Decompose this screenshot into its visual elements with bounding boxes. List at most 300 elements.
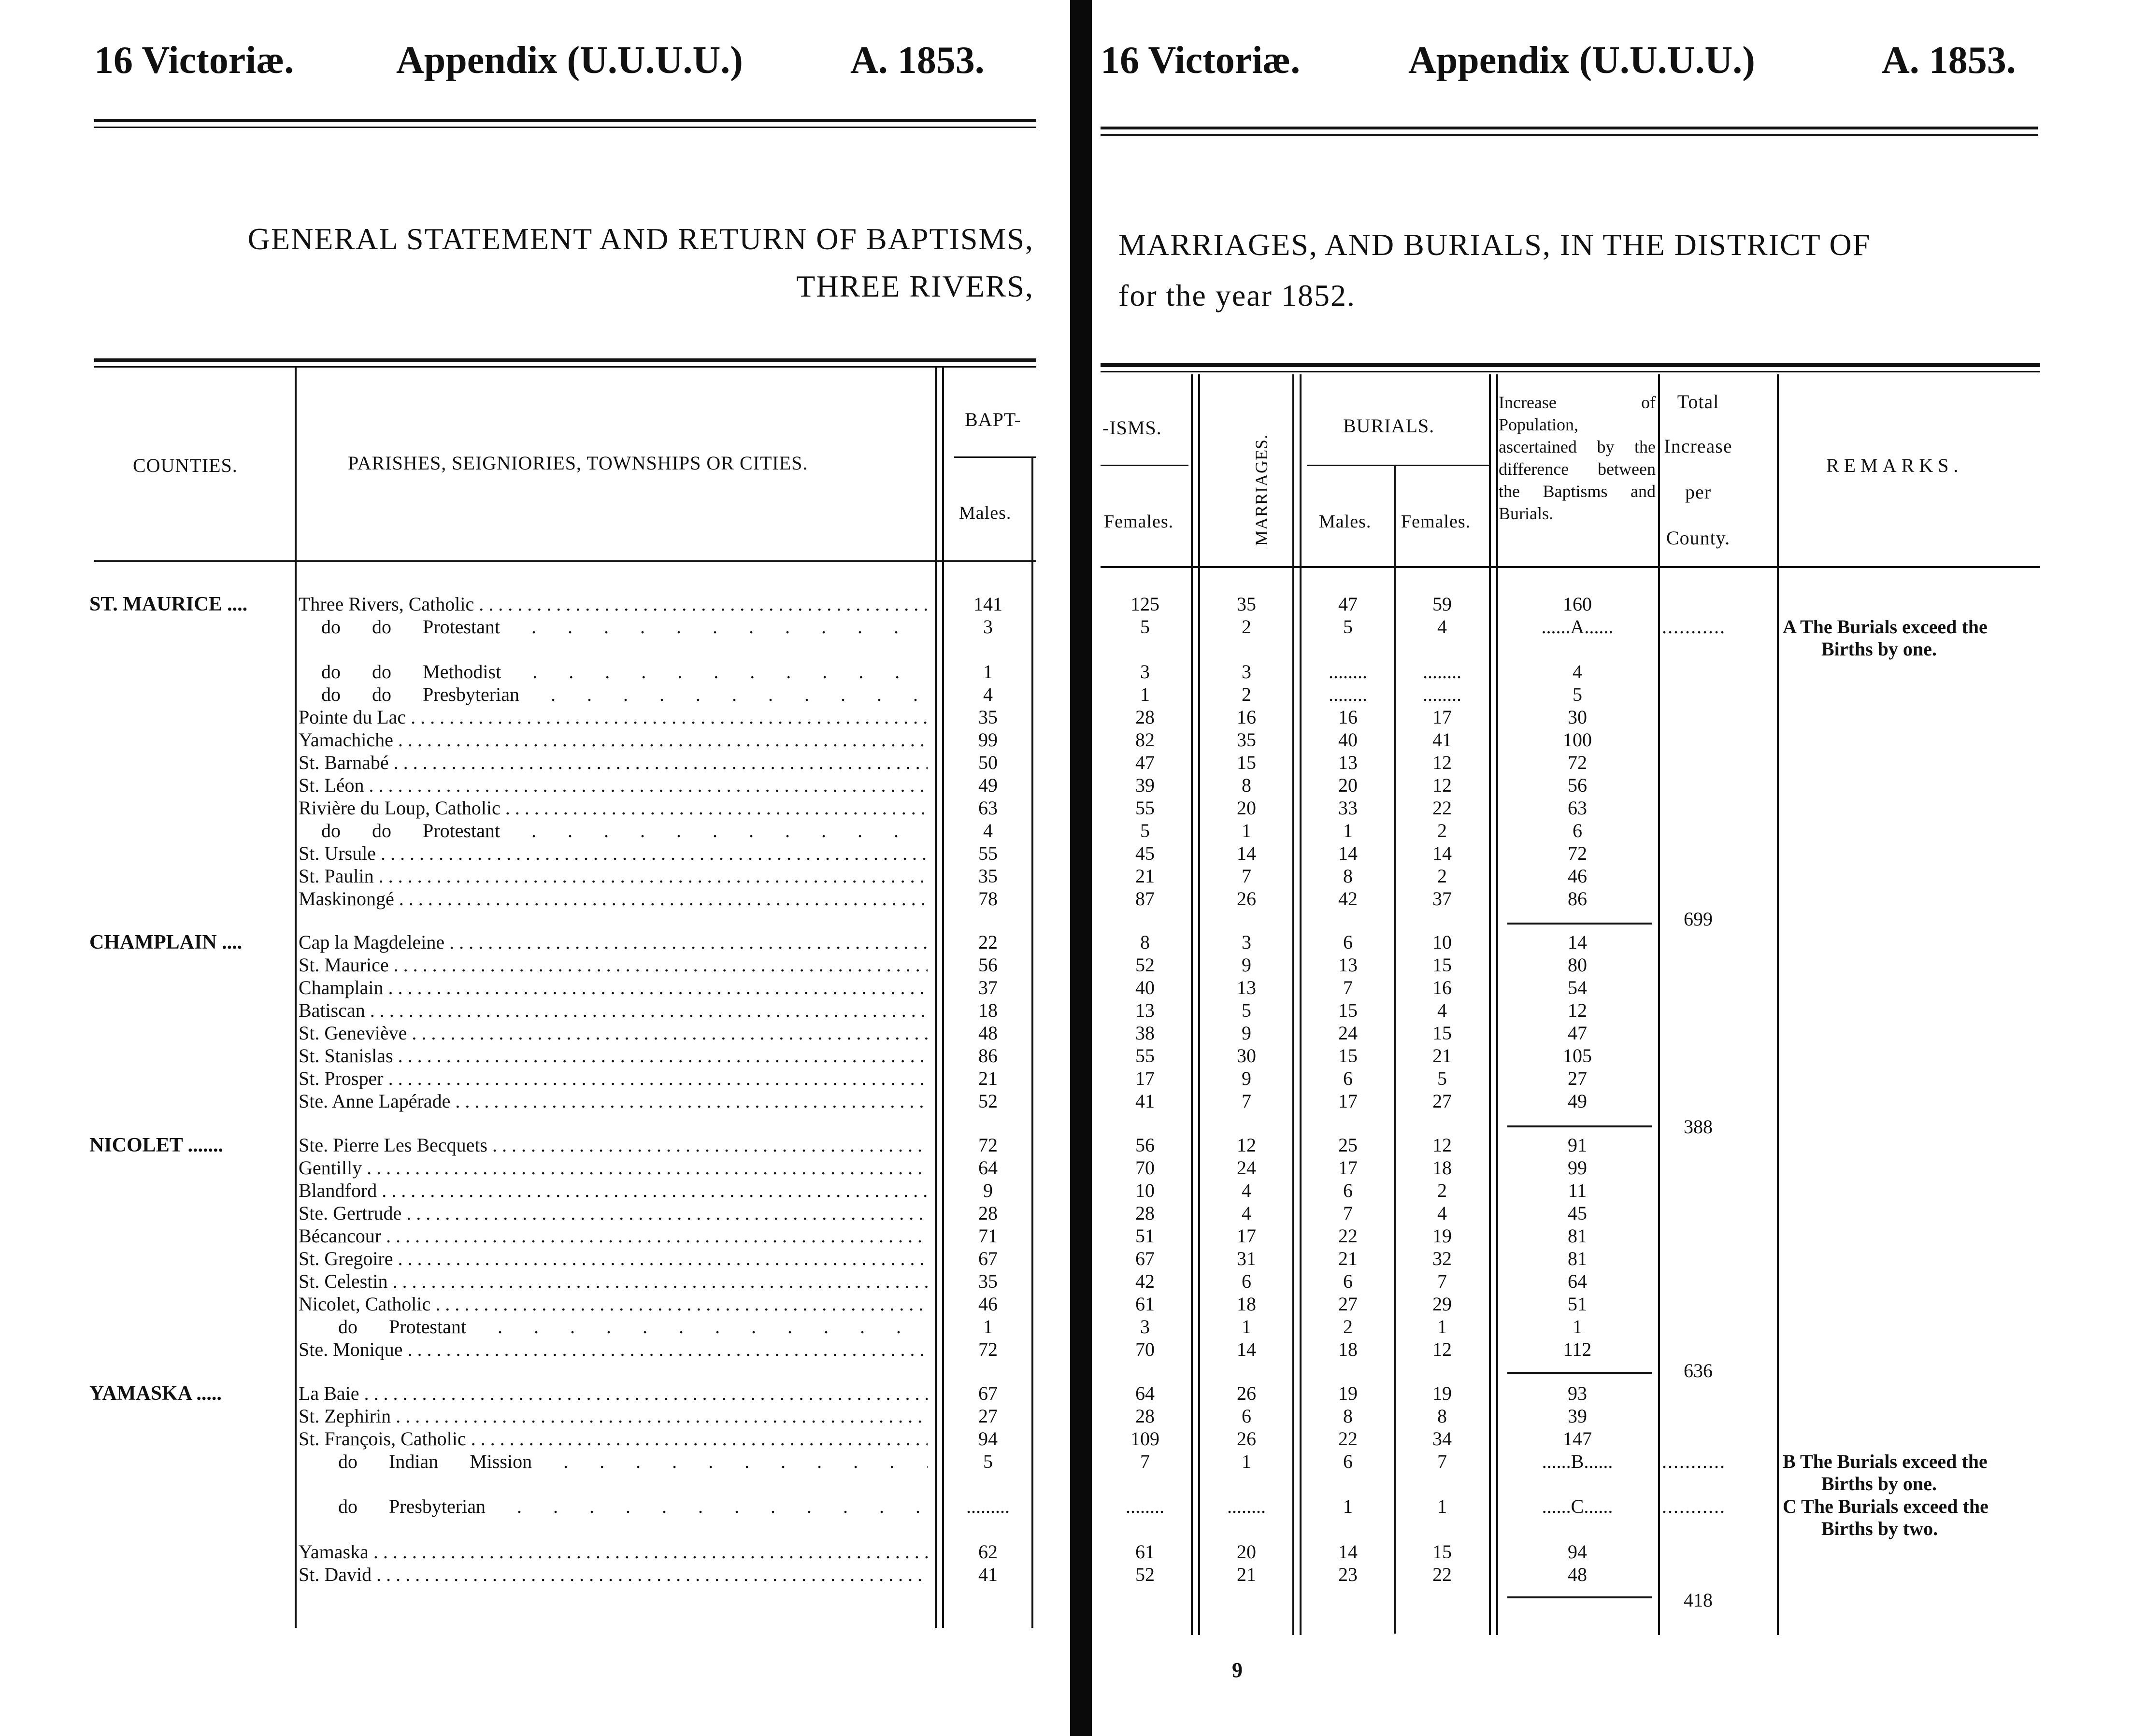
- burial-males: 14: [1338, 1541, 1358, 1563]
- population-increase: 46: [1568, 865, 1587, 887]
- burial-females: 12: [1432, 1134, 1452, 1156]
- baptism-males: 48: [978, 1022, 998, 1044]
- burial-females: 12: [1432, 774, 1452, 796]
- population-increase: 39: [1568, 1405, 1587, 1427]
- population-increase: 72: [1568, 842, 1587, 864]
- population-increase: 27: [1568, 1067, 1587, 1089]
- marriages: 31: [1237, 1248, 1256, 1269]
- burial-females: 8: [1437, 1405, 1447, 1427]
- burial-males: 27: [1338, 1293, 1358, 1315]
- col-baptisms-right: -ISMS.: [1102, 417, 1162, 439]
- remark-B-line1: B The Burials exceed the: [1783, 1451, 1988, 1472]
- parish-name: do do Presbyterian . . .: [321, 683, 928, 706]
- burial-males: 6: [1343, 1067, 1353, 1089]
- county-name: CHAMPLAIN ....: [89, 931, 243, 953]
- marriages: 35: [1237, 593, 1256, 615]
- vline-marriages-a: [1292, 374, 1294, 1635]
- population-increase: 14: [1568, 931, 1587, 953]
- burial-males: 6: [1343, 1180, 1353, 1201]
- parish-name: Three Rivers, Catholic . . .: [299, 593, 928, 615]
- baptism-females: 8: [1140, 931, 1150, 953]
- baptism-females: 3: [1140, 661, 1150, 683]
- marriages: 1: [1242, 1316, 1251, 1338]
- parish-name: Nicolet, Catholic . . .: [299, 1293, 928, 1315]
- baptism-females: 52: [1135, 1564, 1155, 1585]
- population-increase: 147: [1563, 1428, 1592, 1450]
- county-total: 388: [1684, 1116, 1713, 1138]
- col-total-line2: Increase: [1664, 435, 1732, 457]
- parish-name: Champlain . . .: [299, 977, 928, 999]
- header-year-right: A. 1853.: [1882, 39, 2016, 82]
- burial-females: 5: [1437, 1067, 1447, 1089]
- burial-females: 15: [1432, 1022, 1452, 1044]
- baptism-males: 27: [978, 1405, 998, 1427]
- baptism-males: 141: [973, 593, 1002, 615]
- county-total: 699: [1684, 908, 1713, 930]
- col-marriages: MARRIAGES.: [1252, 434, 1271, 546]
- parish-name: Ste. Gertrude . . .: [299, 1202, 928, 1224]
- parish-name: St. Zephirin . . .: [299, 1405, 928, 1427]
- burial-females: 12: [1432, 1338, 1452, 1360]
- marriages: 4: [1242, 1180, 1251, 1201]
- burial-females: 29: [1432, 1293, 1452, 1315]
- population-increase: 6: [1573, 820, 1582, 841]
- parish-name: St. Paulin . . .: [299, 865, 928, 887]
- burial-females: 17: [1432, 706, 1452, 728]
- burial-females: 4: [1437, 1202, 1447, 1224]
- burial-females: 22: [1432, 797, 1452, 819]
- baptism-females: 45: [1135, 842, 1155, 864]
- parish-name: Pointe du Lac . . .: [299, 706, 928, 728]
- baptism-females: 55: [1135, 797, 1155, 819]
- burial-females: 4: [1437, 999, 1447, 1021]
- vline-parishes-b: [942, 367, 944, 1628]
- baptism-males: 4: [983, 820, 993, 841]
- marriages: 35: [1237, 729, 1256, 751]
- burial-females: 4: [1437, 616, 1447, 638]
- baptism-females: 61: [1135, 1541, 1155, 1563]
- baptism-males: 3: [983, 616, 993, 638]
- baptism-males: 1: [983, 1316, 993, 1338]
- baptism-females: 5: [1140, 616, 1150, 638]
- baptism-females: 7: [1140, 1451, 1150, 1472]
- baptism-males: 72: [978, 1338, 998, 1360]
- parish-name: St. Maurice . . .: [299, 954, 928, 976]
- burial-males: ........: [1329, 661, 1367, 683]
- marriages: 13: [1237, 977, 1256, 998]
- burial-males: 21: [1338, 1248, 1358, 1269]
- baptism-males: 4: [983, 683, 993, 705]
- baptism-females: 56: [1135, 1134, 1155, 1156]
- baptism-males: 99: [978, 729, 998, 751]
- baptism-females: 28: [1135, 1405, 1155, 1427]
- marriages: 26: [1237, 888, 1256, 910]
- baptism-females: 70: [1135, 1157, 1155, 1179]
- parish-name: Bécancour . . .: [299, 1225, 928, 1247]
- vline-burial-males: [1394, 465, 1396, 1634]
- baptism-males: 9: [983, 1180, 993, 1201]
- population-increase: 105: [1563, 1045, 1592, 1067]
- title-right-line2: for the year 1852.: [1118, 278, 1356, 313]
- burial-females: 15: [1432, 954, 1452, 976]
- baptism-females: 5: [1140, 820, 1150, 841]
- baptism-males: 22: [978, 931, 998, 953]
- burial-males: 16: [1338, 706, 1358, 728]
- marriages: ........: [1227, 1495, 1266, 1517]
- burial-females: 15: [1432, 1541, 1452, 1563]
- burial-males: 6: [1343, 1270, 1353, 1292]
- col-burials: BURIALS.: [1343, 415, 1435, 437]
- marriages: 18: [1237, 1293, 1256, 1315]
- county-total: 418: [1684, 1589, 1713, 1611]
- col-total-line4: County.: [1666, 527, 1731, 549]
- vline-burial-females-b: [1496, 374, 1498, 1635]
- burial-males: 15: [1338, 999, 1358, 1021]
- population-increase: 51: [1568, 1293, 1587, 1315]
- baptism-females: 10: [1135, 1180, 1155, 1201]
- population-increase: ......C......: [1542, 1495, 1613, 1517]
- col-total-line1: Total: [1677, 391, 1719, 413]
- burial-females: 21: [1432, 1045, 1452, 1067]
- baptism-females: ........: [1126, 1495, 1164, 1517]
- burial-males: 6: [1343, 1451, 1353, 1472]
- parish-name: St. Geneviève . . .: [299, 1022, 928, 1044]
- burial-females: 16: [1432, 977, 1452, 998]
- marriages: 24: [1237, 1157, 1256, 1179]
- marriages: 2: [1242, 616, 1251, 638]
- population-increase: 93: [1568, 1382, 1587, 1404]
- baptism-females: 1: [1140, 683, 1150, 705]
- baptism-females: 70: [1135, 1338, 1155, 1360]
- county-name: NICOLET .......: [89, 1134, 223, 1156]
- burial-females: 18: [1432, 1157, 1452, 1179]
- population-increase: 91: [1568, 1134, 1587, 1156]
- table-top-rule-right: [1101, 363, 2040, 367]
- baptism-males: 62: [978, 1541, 998, 1563]
- baptism-females: 55: [1135, 1045, 1155, 1067]
- burial-females: 1: [1437, 1495, 1447, 1517]
- marriages: 3: [1242, 931, 1251, 953]
- marriages: 9: [1242, 1022, 1251, 1044]
- parish-name: do do Protestant . . .: [321, 820, 928, 842]
- header-rule-right: [1101, 127, 2038, 129]
- col-total-line3: per: [1685, 481, 1712, 503]
- burial-females: ........: [1423, 683, 1461, 705]
- burial-males: 18: [1338, 1338, 1358, 1360]
- parish-name: do Presbyterian . . .: [338, 1495, 928, 1518]
- burial-females: 12: [1432, 752, 1452, 773]
- increase-subtotal-rule: [1507, 1372, 1652, 1374]
- population-increase: ......A......: [1541, 616, 1614, 638]
- marriages: 7: [1242, 1090, 1251, 1112]
- baptism-females: 3: [1140, 1316, 1150, 1338]
- col-counties: COUNTIES.: [133, 455, 238, 476]
- baptism-males: 18: [978, 999, 998, 1021]
- col-females: Females.: [1104, 512, 1174, 532]
- vline-males: [1031, 456, 1033, 1628]
- right-page: [1092, 0, 2146, 1736]
- burial-males: 7: [1343, 977, 1353, 998]
- baptism-females: 52: [1135, 954, 1155, 976]
- parish-name: St. Ursule . . .: [299, 842, 928, 865]
- marriages: 9: [1242, 1067, 1251, 1089]
- burial-males: 8: [1343, 1405, 1353, 1427]
- burial-males: 42: [1338, 888, 1358, 910]
- population-increase: 86: [1568, 888, 1587, 910]
- baptism-females: 17: [1135, 1067, 1155, 1089]
- marriages: 2: [1242, 683, 1251, 705]
- parish-name: do Indian Mission . . .: [338, 1451, 928, 1473]
- marriages: 20: [1237, 797, 1256, 819]
- burial-females: 2: [1437, 1180, 1447, 1201]
- parish-name: St. Celestin . . .: [299, 1270, 928, 1293]
- population-increase: 30: [1568, 706, 1587, 728]
- baptism-females: 41: [1135, 1090, 1155, 1112]
- burial-males: 1: [1343, 820, 1353, 841]
- header-rule-right-thin: [1101, 134, 2038, 136]
- baptism-females: 13: [1135, 999, 1155, 1021]
- population-increase: 12: [1568, 999, 1587, 1021]
- parish-name: Yamachiche . . .: [299, 729, 928, 751]
- burial-males: 13: [1338, 954, 1358, 976]
- marriages: 15: [1237, 752, 1256, 773]
- marriages: 21: [1237, 1564, 1256, 1585]
- baptism-females: 28: [1135, 1202, 1155, 1224]
- baptism-males: 71: [978, 1225, 998, 1247]
- vline-increase: [1658, 374, 1660, 1635]
- header-appendix-right: Appendix (U.U.U.U.): [1408, 39, 1755, 82]
- burial-males: 13: [1338, 752, 1358, 773]
- parish-name: St. Léon . . .: [299, 774, 928, 797]
- remark-A-line2: Births by one.: [1821, 638, 1937, 660]
- col-increase: Increase of Population, ascertained by the difference between the Baptisms and Burials.: [1499, 393, 1656, 523]
- remark-dots: ...........: [1662, 1451, 1726, 1472]
- baptism-males: 86: [978, 1045, 998, 1067]
- head-bottom-rule-left: [94, 560, 1036, 562]
- burial-males: 1: [1343, 1495, 1353, 1517]
- vline-total: [1777, 374, 1779, 1635]
- parish-name: St. François, Catholic . . .: [299, 1428, 928, 1450]
- parish-name: do Protestant . . .: [338, 1316, 928, 1338]
- burial-males: 7: [1343, 1202, 1353, 1224]
- parish-name: St. David . . .: [299, 1564, 928, 1586]
- book-gutter: [1070, 0, 1092, 1736]
- baptism-females: 67: [1135, 1248, 1155, 1269]
- population-increase: 72: [1568, 752, 1587, 773]
- parish-name: Batiscan . . .: [299, 999, 928, 1022]
- baptism-males: 94: [978, 1428, 998, 1450]
- burial-males: 23: [1338, 1564, 1358, 1585]
- burial-males: 5: [1343, 616, 1353, 638]
- baptism-males: 50: [978, 752, 998, 773]
- baptism-males: 56: [978, 954, 998, 976]
- population-increase: 99: [1568, 1157, 1587, 1179]
- baptism-males: 78: [978, 888, 998, 910]
- burial-females: 14: [1432, 842, 1452, 864]
- baptism-females: 38: [1135, 1022, 1155, 1044]
- baptism-females: 47: [1135, 752, 1155, 773]
- remark-C-line1: C The Burials exceed the: [1783, 1495, 1989, 1517]
- parish-name: do do Protestant . . .: [321, 616, 928, 638]
- population-increase: 5: [1573, 683, 1582, 705]
- burial-males: 40: [1338, 729, 1358, 751]
- parish-name: St. Gregoire . . .: [299, 1248, 928, 1270]
- marriages: 4: [1242, 1202, 1251, 1224]
- burial-males: 22: [1338, 1225, 1358, 1247]
- burial-males: 8: [1343, 865, 1353, 887]
- baptism-females: 42: [1135, 1270, 1155, 1292]
- vline-females: [1191, 374, 1193, 1635]
- baptism-subhead-rule-left: [954, 456, 1036, 458]
- baptism-males: 35: [978, 706, 998, 728]
- population-increase: 49: [1568, 1090, 1587, 1112]
- vline-burial-females-a: [1489, 374, 1491, 1635]
- baptism-males: 46: [978, 1293, 998, 1315]
- header-session-right: 16 Victoriæ.: [1101, 39, 1301, 82]
- title-right-line1: MARRIAGES, AND BURIALS, IN THE DISTRICT OF: [1118, 228, 1871, 262]
- baptism-males: 67: [978, 1382, 998, 1404]
- baptism-females: 87: [1135, 888, 1155, 910]
- col-baptisms-left: BAPT-: [965, 409, 1021, 430]
- page-number: 9: [1232, 1658, 1243, 1682]
- baptism-males: 63: [978, 797, 998, 819]
- marriages: 3: [1242, 661, 1251, 683]
- parish-name: Ste. Anne Lapérade . . .: [299, 1090, 928, 1112]
- baptism-males: 41: [978, 1564, 998, 1585]
- title-left-line1: GENERAL STATEMENT AND RETURN OF BAPTISMS,: [247, 222, 1034, 256]
- population-increase: 4: [1573, 661, 1582, 683]
- population-increase: 1: [1573, 1316, 1582, 1338]
- population-increase: ......B......: [1542, 1451, 1613, 1472]
- marriages: 17: [1237, 1225, 1256, 1247]
- vline-parishes-a: [935, 367, 937, 1628]
- population-increase: 54: [1568, 977, 1587, 998]
- parish-name: Ste. Pierre Les Becquets . . .: [299, 1134, 928, 1156]
- vline-marriages-b: [1300, 374, 1302, 1635]
- county-total: 636: [1684, 1360, 1713, 1381]
- baptism-males: 67: [978, 1248, 998, 1269]
- population-increase: 160: [1563, 593, 1592, 615]
- burial-males: ........: [1329, 683, 1367, 705]
- increase-subtotal-rule: [1507, 923, 1652, 925]
- head-bottom-rule-right: [1101, 566, 2040, 568]
- remark-dots: ...........: [1662, 616, 1726, 638]
- population-increase: 48: [1568, 1564, 1587, 1585]
- burial-males: 47: [1338, 593, 1358, 615]
- marriages: 6: [1242, 1270, 1251, 1292]
- remark-A-line1: A The Burials exceed the: [1783, 616, 1988, 638]
- burial-males: 6: [1343, 931, 1353, 953]
- marriages: 30: [1237, 1045, 1256, 1067]
- baptism-males: 72: [978, 1134, 998, 1156]
- table-top-rule-left: [94, 358, 1036, 362]
- parish-name: Rivière du Loup, Catholic . . .: [299, 797, 928, 819]
- parish-name: St. Stanislas . . .: [299, 1045, 928, 1067]
- title-left-line2: THREE RIVERS,: [796, 269, 1034, 303]
- marriages: 12: [1237, 1134, 1256, 1156]
- population-increase: 63: [1568, 797, 1587, 819]
- baptism-females: 40: [1135, 977, 1155, 998]
- population-increase: 94: [1568, 1541, 1587, 1563]
- baptism-females: 61: [1135, 1293, 1155, 1315]
- population-increase: 80: [1568, 954, 1587, 976]
- baptism-males: 49: [978, 774, 998, 796]
- burial-females: 7: [1437, 1270, 1447, 1292]
- burial-females: 19: [1432, 1225, 1452, 1247]
- burial-males: 15: [1338, 1045, 1358, 1067]
- col-burial-males: Males.: [1319, 512, 1372, 532]
- marriages: 14: [1237, 842, 1256, 864]
- parish-name: Blandford . . .: [299, 1180, 928, 1202]
- burial-females: 2: [1437, 820, 1447, 841]
- parish-name: Cap la Magdeleine . . .: [299, 931, 928, 953]
- burials-subhead-rule: [1307, 465, 1490, 466]
- population-increase: 112: [1563, 1338, 1592, 1360]
- vline-females-b: [1198, 374, 1200, 1635]
- burial-females: 1: [1437, 1316, 1447, 1338]
- col-males: Males.: [959, 503, 1012, 523]
- burial-females: 22: [1432, 1564, 1452, 1585]
- burial-males: 17: [1338, 1090, 1358, 1112]
- burial-males: 19: [1338, 1382, 1358, 1404]
- marriages: 6: [1242, 1405, 1251, 1427]
- burial-males: 33: [1338, 797, 1358, 819]
- burial-females: 41: [1432, 729, 1452, 751]
- population-increase: 45: [1568, 1202, 1587, 1224]
- parish-name: St. Prosper . . .: [299, 1067, 928, 1090]
- baptism-females: 64: [1135, 1382, 1155, 1404]
- baptism-females: 28: [1135, 706, 1155, 728]
- marriages: 8: [1242, 774, 1251, 796]
- county-name: YAMASKA .....: [89, 1382, 222, 1405]
- baptism-males: 37: [978, 977, 998, 998]
- burial-females: 19: [1432, 1382, 1452, 1404]
- baptism-males: 35: [978, 865, 998, 887]
- burial-females: 37: [1432, 888, 1452, 910]
- baptism-males: 21: [978, 1067, 998, 1089]
- remark-C-line2: Births by two.: [1821, 1518, 1938, 1539]
- col-parishes: PARISHES, SEIGNIORIES, TOWNSHIPS OR CITIES.: [348, 452, 808, 474]
- population-increase: 56: [1568, 774, 1587, 796]
- marriages: 26: [1237, 1428, 1256, 1450]
- burial-females: 2: [1437, 865, 1447, 887]
- county-name: ST. MAURICE ....: [89, 593, 248, 615]
- header-rule-left: [94, 119, 1036, 122]
- header-rule-left-thin: [94, 127, 1036, 128]
- parish-name: Yamaska . . .: [299, 1541, 928, 1563]
- population-increase: 47: [1568, 1022, 1587, 1044]
- increase-subtotal-rule: [1507, 1125, 1652, 1127]
- baptism-males: 35: [978, 1270, 998, 1292]
- burial-males: 22: [1338, 1428, 1358, 1450]
- marriages: 26: [1237, 1382, 1256, 1404]
- baptism-males: 28: [978, 1202, 998, 1224]
- marriages: 16: [1237, 706, 1256, 728]
- parish-name: St. Barnabé . . .: [299, 752, 928, 774]
- increase-subtotal-rule: [1507, 1596, 1652, 1598]
- baptism-males: 55: [978, 842, 998, 864]
- burial-females: 27: [1432, 1090, 1452, 1112]
- baptism-subhead-rule-right: [1101, 465, 1188, 466]
- parish-name: La Baie . . .: [299, 1382, 928, 1405]
- remark-B-line2: Births by one.: [1821, 1473, 1937, 1494]
- burial-females: ........: [1423, 661, 1461, 683]
- parish-name: Gentilly . . .: [299, 1157, 928, 1179]
- burial-males: 20: [1338, 774, 1358, 796]
- vline-counties: [295, 367, 297, 1628]
- baptism-males: .........: [966, 1495, 1010, 1517]
- baptism-females: 125: [1130, 593, 1159, 615]
